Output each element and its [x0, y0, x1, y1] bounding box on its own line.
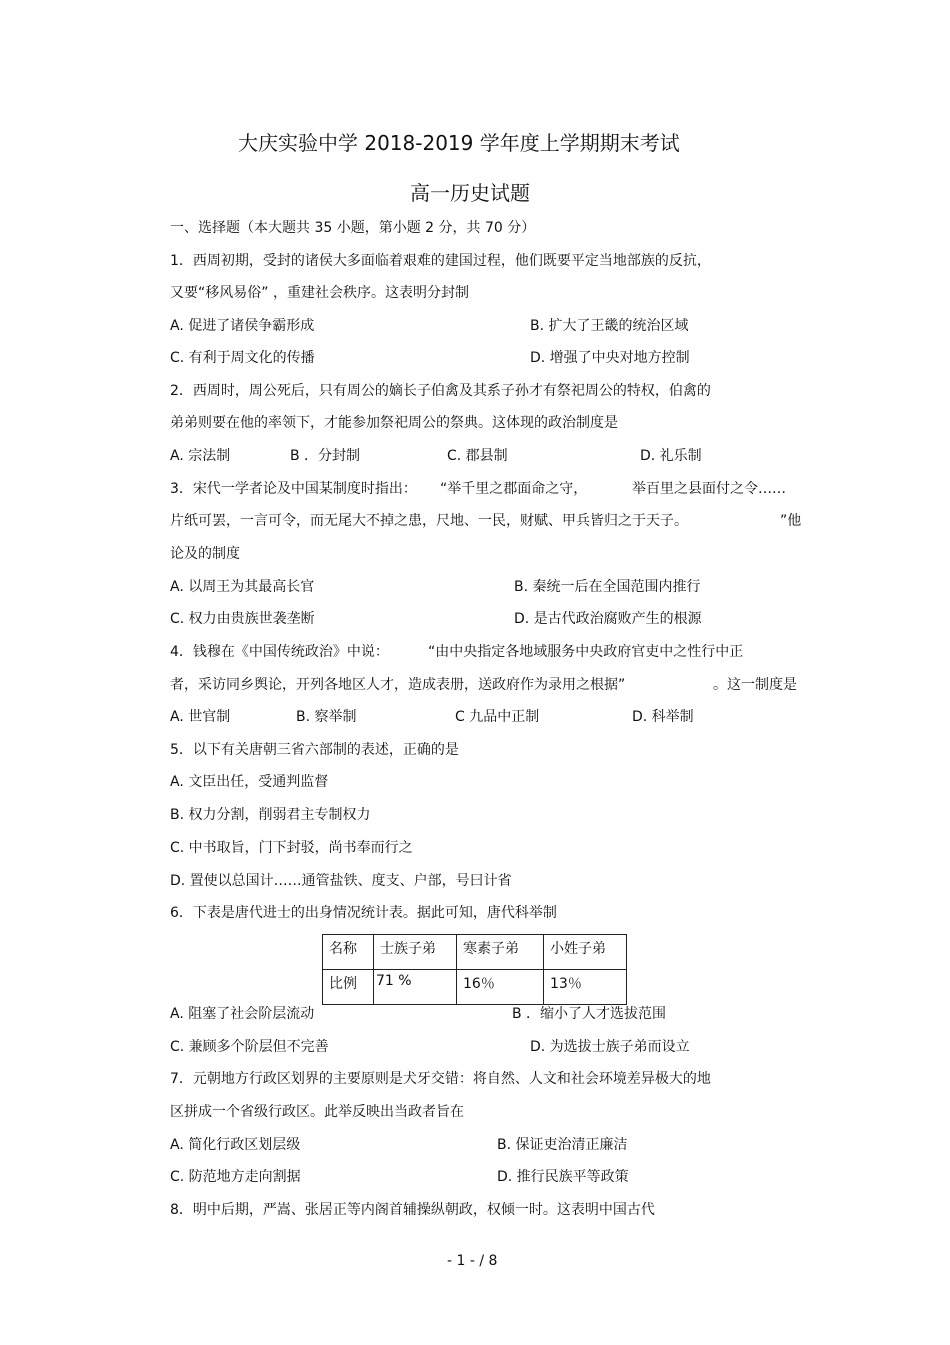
q4-option-d: D. 科举制	[632, 709, 694, 725]
q6-option-b: B ．缩小了人才选拔范围	[512, 1006, 667, 1022]
q2-option-a: A. 宗法制	[170, 448, 231, 464]
q7-option-b: B. 保证吏治清正廉洁	[497, 1137, 628, 1153]
q5-option-d: D. 置使以总国计……通管盐铁、度支、户部，号曰计省	[170, 873, 512, 889]
q4-option-a: A. 世官制	[170, 709, 231, 725]
q3-option-a: A. 以周王为其最高长官	[170, 579, 315, 595]
q4-stem-line2a: 者，采访同乡舆论，开列各地区人才，造成表册，送政府作为录用之根据”	[170, 677, 626, 693]
table-cell: 71 %	[374, 970, 457, 1005]
q4-stem-line1a: 4．钱穆在《中国传统政治》中说：	[170, 644, 389, 660]
q6-stat-table	[322, 934, 627, 1005]
q6-option-c: C. 兼顾多个阶层但不完善	[170, 1039, 329, 1055]
q3-stem-line1b: “举千里之郡面命之守，	[440, 481, 588, 497]
q2-option-b: B ．分封制	[290, 448, 361, 464]
table-header-row	[323, 935, 627, 970]
q5-option-a: A. 文臣出任，受通判监督	[170, 774, 329, 790]
q1-option-b: B. 扩大了王畿的统治区域	[530, 318, 689, 334]
q7-option-c: C. 防范地方走向割据	[170, 1169, 301, 1185]
table-row	[323, 970, 627, 1005]
q7-option-d: D. 推行民族平等政策	[497, 1169, 629, 1185]
q1-stem-line1: 1．西周初期，受封的诸侯大多面临着艰难的建国过程，他们既要平定当地部族的反抗，	[170, 253, 711, 269]
q3-stem-line1a: 3．宋代一学者论及中国某制度时指出：	[170, 481, 417, 497]
exam-title: 大庆实验中学 2018-2019 学年度上学期期末考试	[238, 131, 680, 155]
table-header-cell: 小姓子弟	[544, 935, 627, 970]
table-header-cell: 士族子弟	[374, 935, 457, 970]
q2-stem-line1: 2．西周时，周公死后，只有周公的嫡长子伯禽及其系子孙才有祭祀周公的特权，伯禽的	[170, 383, 711, 399]
table-header-cell: 寒素子弟	[457, 935, 544, 970]
q7-stem-line1: 7．元朝地方行政区划界的主要原则是犬牙交错：将自然、人文和社会环境差异极大的地	[170, 1071, 711, 1087]
q3-stem-line3: 论及的制度	[170, 546, 240, 562]
q3-option-b: B. 秦统一后在全国范围内推行	[514, 579, 701, 595]
q6-stem: 6．下表是唐代进士的出身情况统计表。据此可知，唐代科举制	[170, 905, 557, 921]
q6-option-a: A. 阻塞了社会阶层流动	[170, 1006, 315, 1022]
q2-option-d: D. 礼乐制	[640, 448, 702, 464]
q2-stem-line2: 弟弟则要在他的率领下，才能参加祭祀周公的祭典。这体现的政治制度是	[170, 415, 618, 431]
table-cell: 16％	[457, 970, 544, 1005]
table-cell: 比例	[323, 970, 374, 1005]
exam-subtitle: 高一历史试题	[410, 181, 530, 205]
table-cell: 13％	[544, 970, 627, 1005]
q7-option-a: A. 简化行政区划层级	[170, 1137, 301, 1153]
q2-option-c: C. 郡县制	[447, 448, 508, 464]
q5-option-c: C. 中书取旨，门下封驳，尚书奉而行之	[170, 840, 413, 856]
q3-option-d: D. 是古代政治腐败产生的根源	[514, 611, 702, 627]
q6-option-d: D. 为选拔士族子弟而设立	[530, 1039, 690, 1055]
q4-option-b: B. 察举制	[296, 709, 357, 725]
q8-stem: 8．明中后期，严嵩、张居正等内阁首辅操纵朝政，权倾一时。这表明中国古代	[170, 1202, 655, 1218]
q3-stem-line1c: 举百里之县面付之令……	[632, 481, 786, 497]
q4-stem-line1b: “由中央指定各地域服务中央政府官吏中之性行中正	[428, 644, 744, 660]
q7-stem-line2: 区拼成一个省级行政区。此举反映出当政者旨在	[170, 1104, 464, 1120]
q5-stem: 5．以下有关唐朝三省六部制的表述，正确的是	[170, 742, 459, 758]
section-heading: 一、选择题（本大题共 35 小题，第小题 2 分，共 70 分）	[170, 220, 536, 236]
page-number: - 1 - / 8	[447, 1253, 498, 1269]
q4-option-c: C 九品中正制	[455, 709, 540, 725]
q1-stem-line2: 又要“移风易俗” ，重建社会秩序。这表明分封制	[170, 285, 469, 301]
q3-stem-line2a: 片纸可罢，一言可令，而无尾大不掉之患，尺地、一民，财赋、甲兵皆归之于天子。	[170, 513, 688, 529]
q1-option-c: C. 有利于周文化的传播	[170, 350, 315, 366]
table-header-cell: 名称	[323, 935, 374, 970]
q3-option-c: C. 权力由贵族世袭垄断	[170, 611, 315, 627]
q3-stem-line2b: ”他	[780, 513, 802, 529]
q4-stem-line2b: 。这一制度是	[713, 677, 797, 693]
q1-option-a: A. 促进了诸侯争霸形成	[170, 318, 315, 334]
q1-option-d: D. 增强了中央对地方控制	[530, 350, 690, 366]
q5-option-b: B. 权力分割，削弱君主专制权力	[170, 807, 371, 823]
